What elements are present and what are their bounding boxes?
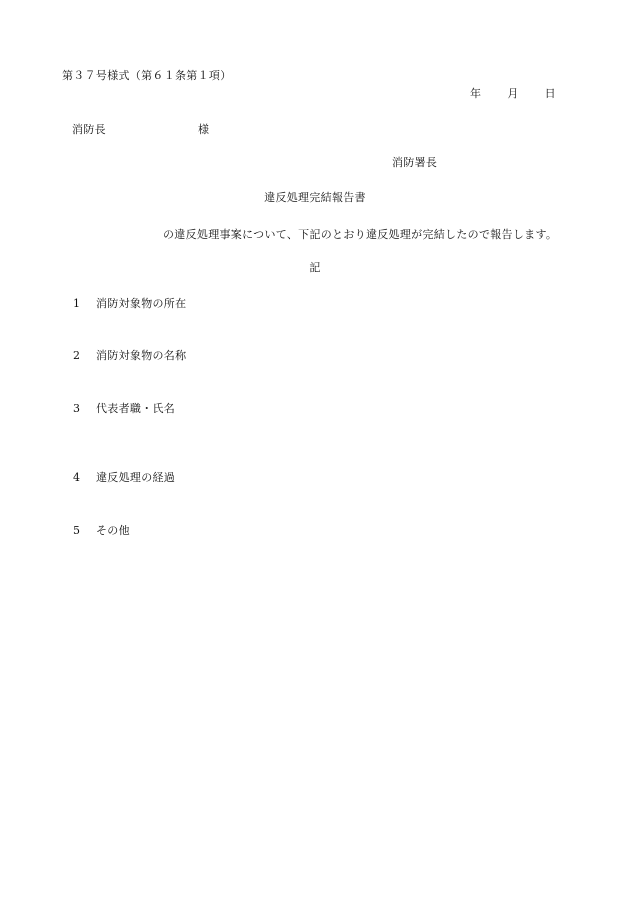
item-label: 消防対象物の所在 [96, 297, 187, 310]
report-body-text: の違反処理事案について、下記のとおり違反処理が完結したので報告します。 [163, 228, 558, 241]
date-line [470, 88, 556, 99]
list-item [73, 350, 186, 361]
item-label: 違反処理の経過 [96, 471, 176, 484]
list-item [73, 472, 175, 483]
item-number: 4 [73, 471, 81, 484]
sender-title: 消防署長 [392, 156, 438, 169]
document-title: 違反処理完結報告書 [264, 191, 366, 204]
item-number: 3 [73, 402, 81, 415]
month-label: 月 [507, 87, 519, 100]
day-label: 日 [544, 87, 556, 100]
list-item [73, 298, 186, 309]
item-number: 5 [73, 524, 81, 537]
item-label: 消防対象物の名称 [96, 349, 187, 362]
form-number: 第３７号様式（第６１条第１項） [62, 69, 232, 82]
item-label: 代表者職・氏名 [96, 402, 176, 415]
addressee-title: 消防長 [72, 123, 106, 136]
addressee-honorific: 様 [198, 123, 210, 136]
list-item [73, 403, 175, 414]
item-label: その他 [96, 524, 130, 537]
list-item [73, 525, 130, 536]
ki-heading: 記 [309, 261, 321, 274]
year-label: 年 [470, 87, 482, 100]
item-number: 2 [73, 349, 81, 362]
item-number: 1 [73, 297, 81, 310]
